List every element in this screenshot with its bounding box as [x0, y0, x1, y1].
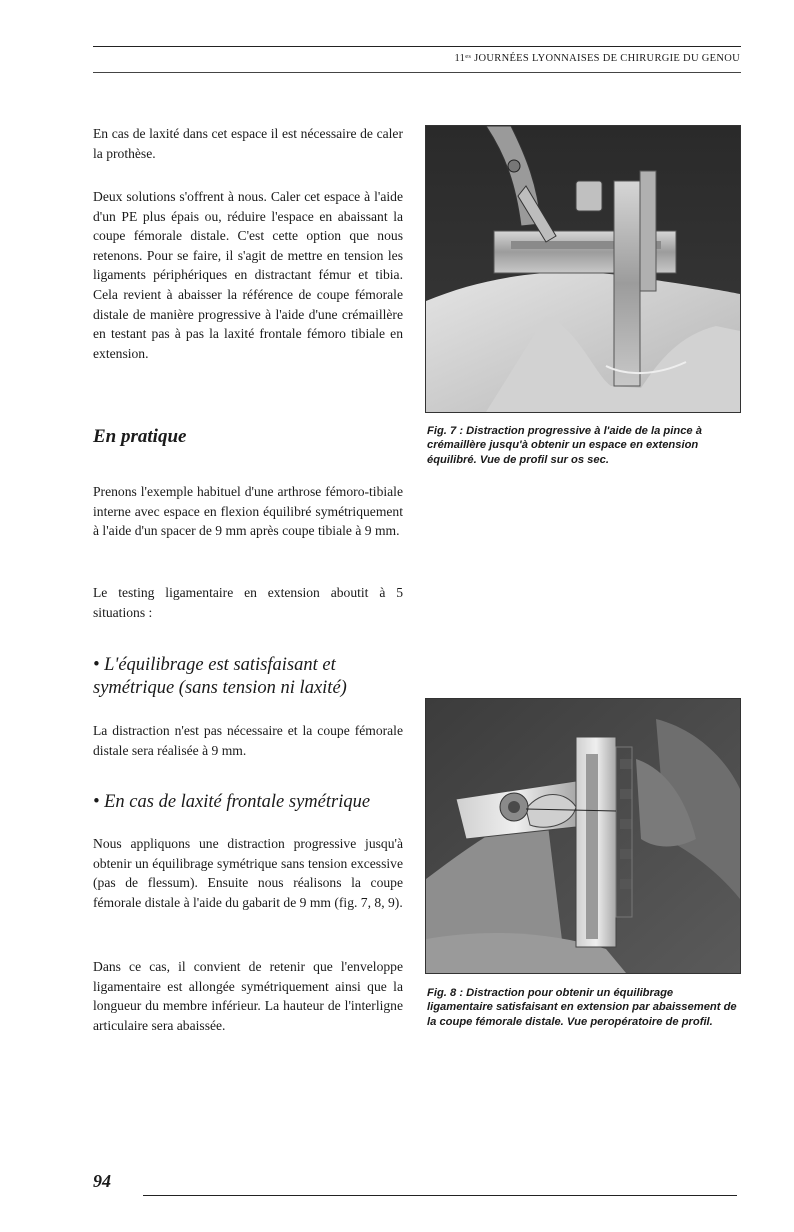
page-number: 94 [93, 1171, 111, 1191]
top-rule [93, 46, 741, 47]
header-prefix: 11 [454, 53, 466, 64]
paragraph-4 [93, 583, 403, 622]
paragraph-3 [93, 482, 403, 541]
paragraph-5-text: La distraction n'est pas nécessaire et la coupe fémorale distale sera réalisée à 9 mm. [93, 723, 403, 758]
paragraph-6 [93, 834, 403, 912]
paragraph-1-text: En cas de laxité dans cet espace il est nécessaire de caler la prothèse. [93, 126, 403, 161]
paragraph-7 [93, 957, 403, 1035]
paragraph-3-text: Prenons l'exemple habituel d'une arthrose fémoro-tibiale interne avec espace en flexion équilibré symétriquement à l'aide d'un spacer de 9 mm après coupe tibiale à 9 mm. [93, 484, 403, 539]
running-header [454, 53, 740, 64]
subheading-1: • L'équilibrage est satisfaisant et symétrique (sans tension ni laxité) [93, 655, 347, 698]
figure-7-image [426, 126, 740, 412]
header-superscript: es [465, 53, 472, 60]
figure-8-caption: Fig. 8 : Distraction pour obtenir un équilibrage ligamentaire satisfaisant en extension par abaissement de la coupe fémorale distale. Vue peropératoire de profil. [427, 987, 737, 1028]
figure-8-image [426, 699, 740, 973]
paragraph-5 [93, 721, 403, 760]
paragraph-6-text: Nous appliquons une distraction progressive jusqu'à obtenir un équilibrage symétrique sans tension excessive (pas de flessum). Ensuite nous réalisons la coupe fémorale distale à l'aide du gabarit de 9 mm (fig. 7, 8, 9). [93, 836, 403, 910]
paragraph-2 [93, 187, 403, 363]
paragraph-7-text: Dans ce cas, il convient de retenir que l'enveloppe ligamentaire est allongée symétriquement ainsi que la longueur du membre inférieur. La hauteur de l'interligne articulaire sera abaissée. [93, 959, 403, 1033]
figure-7-photo [425, 125, 741, 413]
header-rule [93, 72, 741, 73]
paragraph-1 [93, 124, 403, 163]
figure-7-caption: Fig. 7 : Distraction progressive à l'aide de la pince à crémaillère jusqu'à obtenir un espace en extension équilibré. Vue de profil sur os sec. [427, 425, 702, 466]
subheading-2: • En cas de laxité frontale symétrique [93, 792, 371, 812]
header-title-text: JOURNÉES LYONNAISES DE CHIRURGIE DU GENOU [471, 53, 740, 64]
footer-rule [143, 1195, 737, 1196]
section-heading: En pratique [93, 426, 187, 447]
paragraph-2-text: Deux solutions s'offrent à nous. Caler cet espace à l'aide d'un PE plus épais ou, réduire l'espace en abaissant la coupe fémorale distale. C'est cette option que nous retenons. Pour se faire, il s'agit de mettre en tension les ligaments périphériques en distractant fémur et tibia. Cela revient à abaisser la référence de coupe fémorale distale de manière progressive à l'aide d'une crémaillère en testant pas à pas la laxité frontale fémoro tibiale en extension. [93, 189, 403, 361]
paragraph-4-text: Le testing ligamentaire en extension aboutit à 5 situations : [93, 585, 403, 620]
figure-8-photo [425, 698, 741, 974]
